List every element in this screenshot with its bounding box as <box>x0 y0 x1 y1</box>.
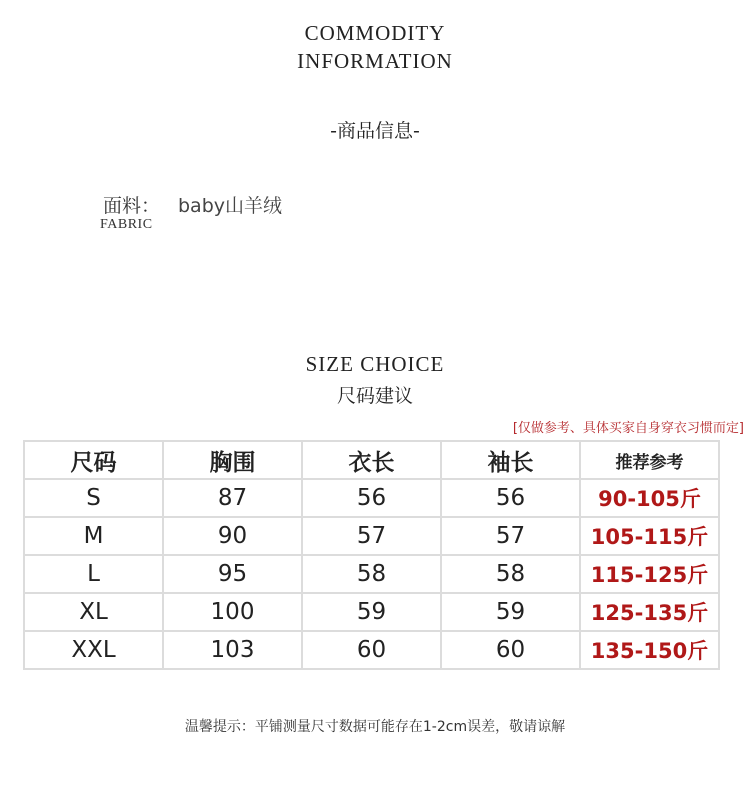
fabric-value: baby山羊绒 <box>178 195 283 217</box>
cell-chest: 90 <box>163 517 302 555</box>
cell-sleeve: 60 <box>441 631 580 669</box>
title-en-line2: INFORMATION <box>297 49 453 73</box>
cell-size: XXL <box>24 631 163 669</box>
table-row <box>24 517 719 555</box>
cell-length: 57 <box>302 517 441 555</box>
header-recommend: 推荐参考 <box>580 441 719 479</box>
table-row <box>24 479 719 517</box>
cell-recommend: 125-135斤 <box>580 593 719 631</box>
cell-size: XL <box>24 593 163 631</box>
cell-size: M <box>24 517 163 555</box>
size-note: [仅做参考、具体买家自身穿衣习惯而定] <box>512 421 744 436</box>
cell-sleeve: 56 <box>441 479 580 517</box>
cell-length: 58 <box>302 555 441 593</box>
size-title-cn: 尺码建议 <box>336 385 413 407</box>
fabric-label-en: FABRIC <box>100 217 153 232</box>
cell-recommend: 135-150斤 <box>580 631 719 669</box>
cell-recommend: 105-115斤 <box>580 517 719 555</box>
cell-chest: 100 <box>163 593 302 631</box>
fabric-label: 面料： <box>103 195 161 217</box>
cell-size: L <box>24 555 163 593</box>
cell-sleeve: 57 <box>441 517 580 555</box>
header-sleeve: 袖长 <box>441 441 580 479</box>
cell-sleeve: 59 <box>441 593 580 631</box>
footer-tip: 温馨提示：平铺测量尺寸数据可能存在1-2cm误差，敬请谅解 <box>184 719 566 735</box>
cell-length: 59 <box>302 593 441 631</box>
table-row <box>24 593 719 631</box>
title-en-line1: COMMODITY <box>304 21 446 45</box>
table-header-row <box>24 441 719 479</box>
cell-length: 56 <box>302 479 441 517</box>
cell-recommend: 115-125斤 <box>580 555 719 593</box>
size-title-en: SIZE CHOICE <box>305 352 445 376</box>
cell-chest: 103 <box>163 631 302 669</box>
cell-chest: 95 <box>163 555 302 593</box>
table-row <box>24 555 719 593</box>
cell-length: 60 <box>302 631 441 669</box>
header-length: 衣长 <box>302 441 441 479</box>
size-table <box>23 440 720 670</box>
cell-chest: 87 <box>163 479 302 517</box>
table-row <box>24 631 719 669</box>
cell-recommend: 90-105斤 <box>580 479 719 517</box>
title-cn: -商品信息- <box>330 120 420 142</box>
cell-size: S <box>24 479 163 517</box>
header-size: 尺码 <box>24 441 163 479</box>
header-chest: 胸围 <box>163 441 302 479</box>
cell-sleeve: 58 <box>441 555 580 593</box>
